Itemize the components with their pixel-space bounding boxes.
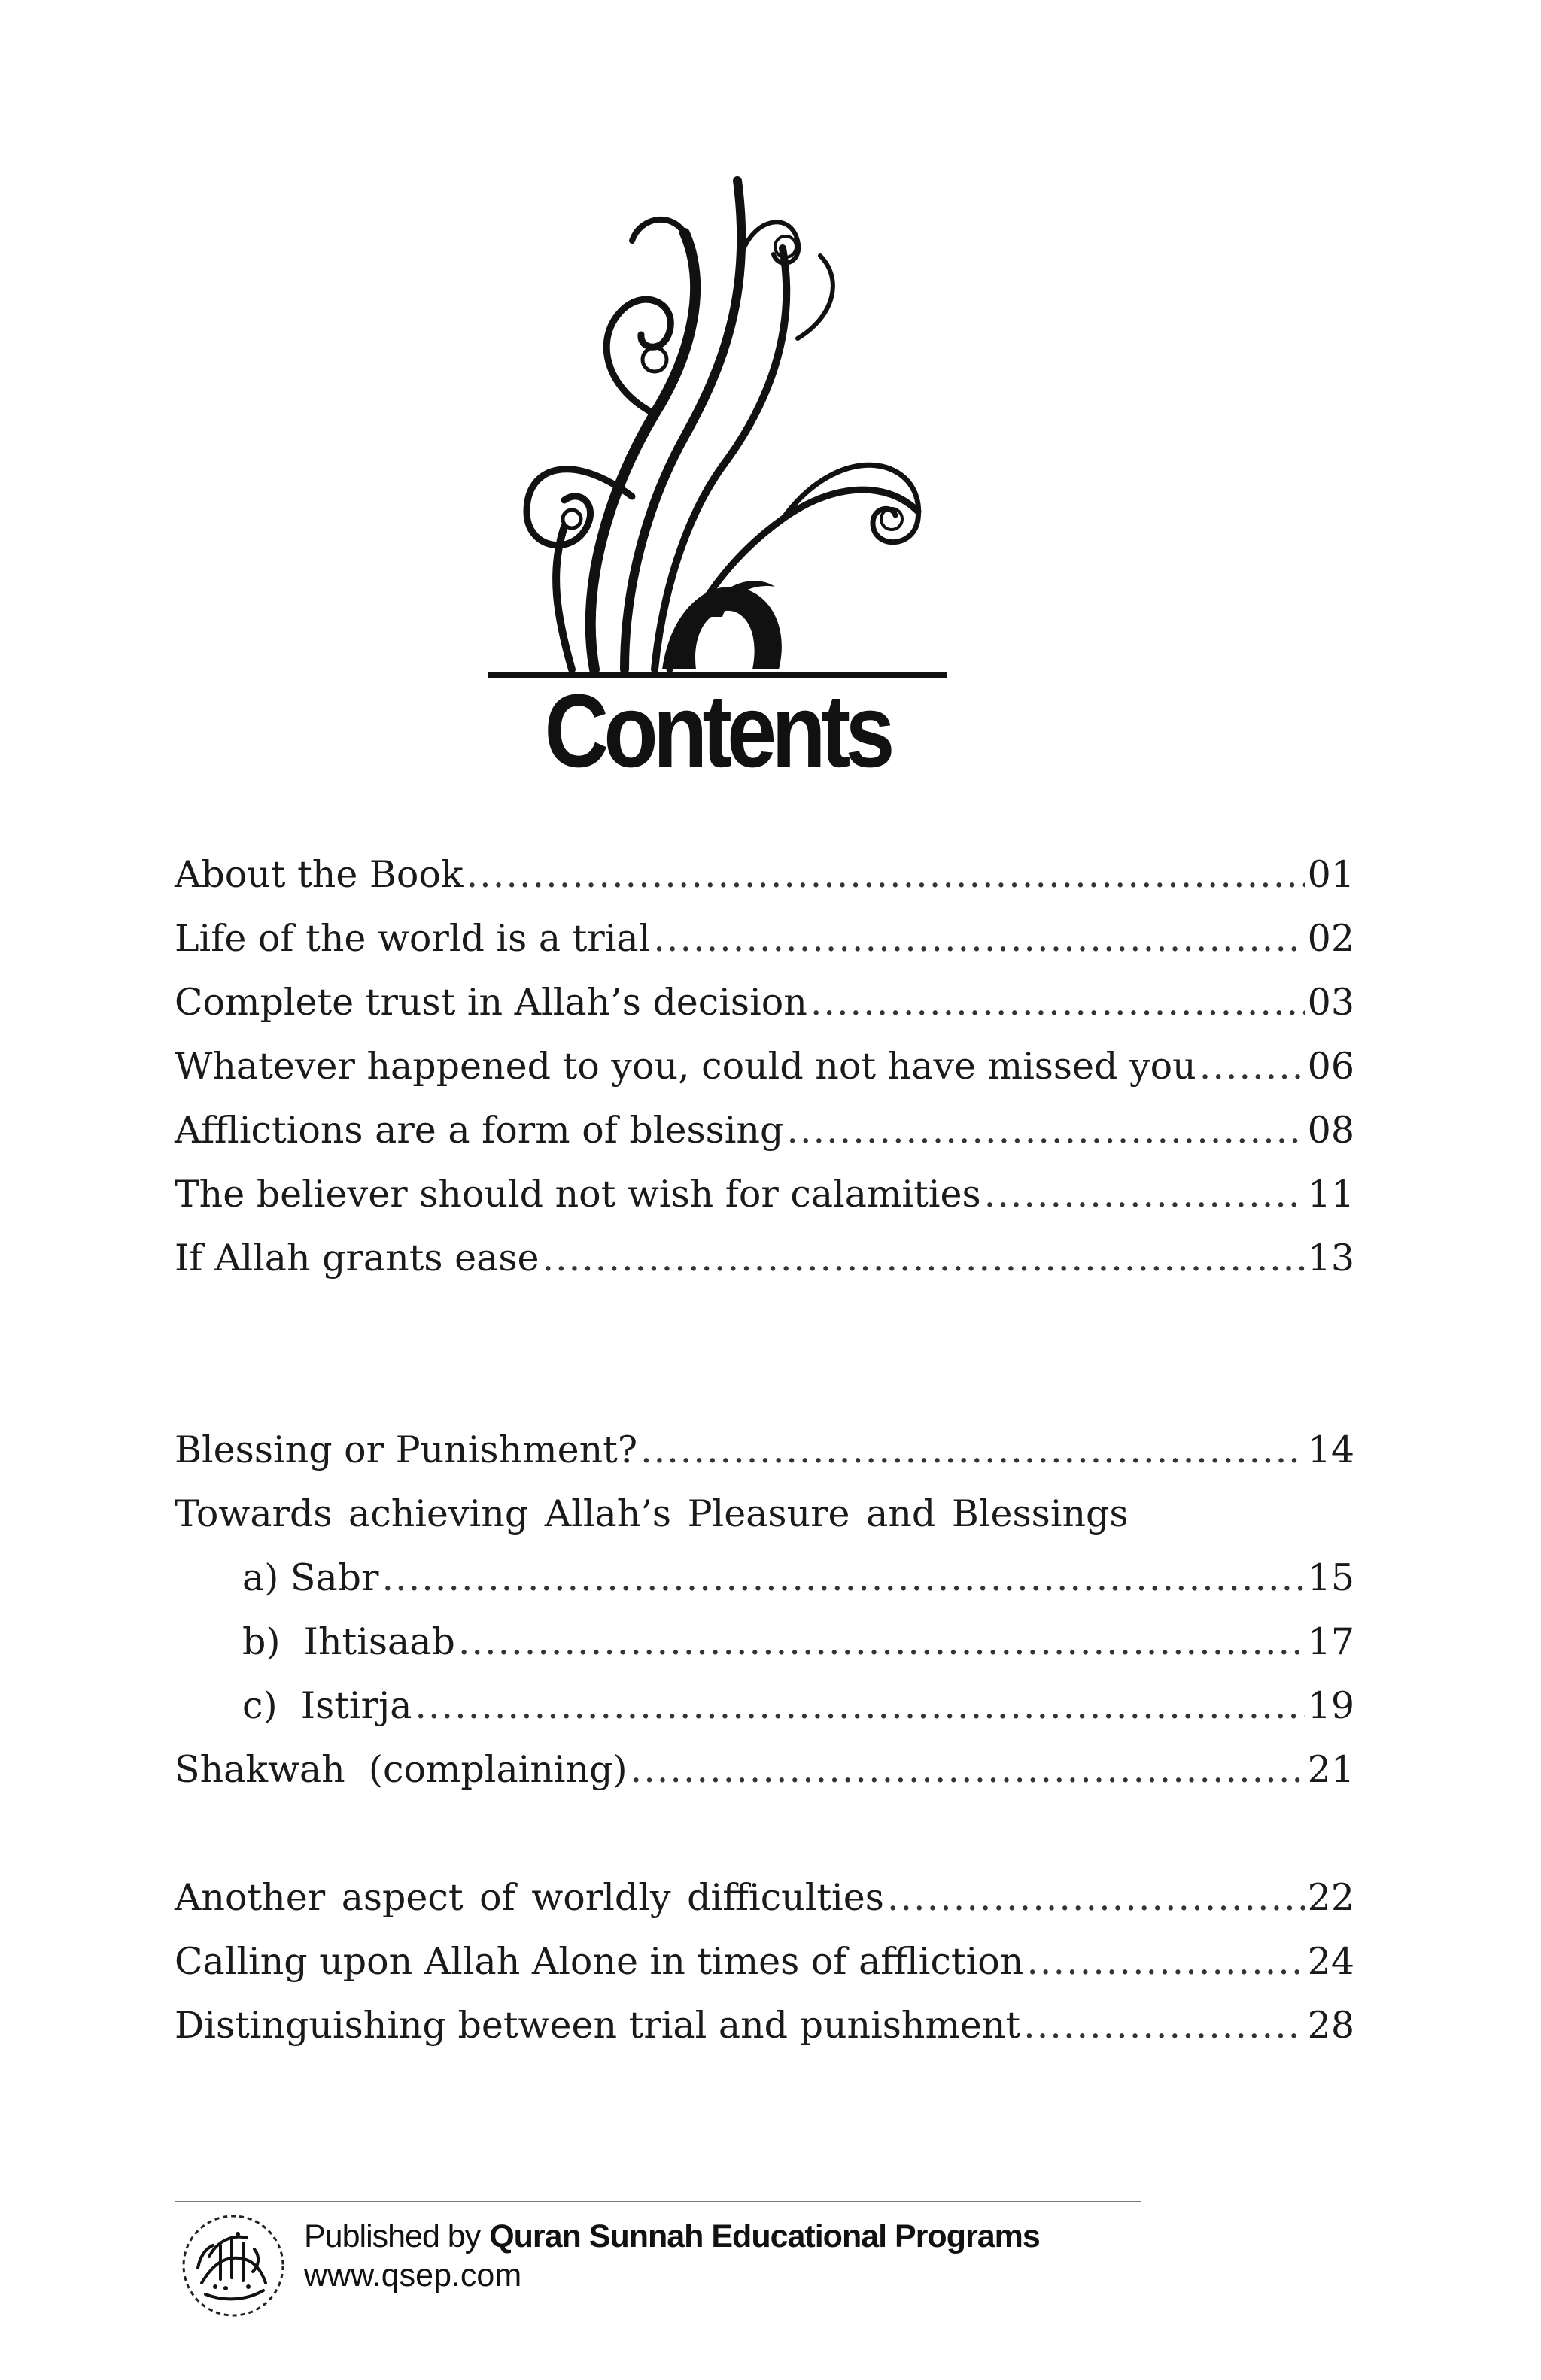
toc-entry-label: Whatever happened to you, could not have missed you — [175, 1045, 1196, 1088]
toc-entry[interactable] — [175, 1034, 1354, 1098]
section-gap — [175, 1802, 1354, 1865]
toc-entry-page: 06 — [1307, 1045, 1354, 1088]
dot-leader — [1023, 1993, 1304, 2057]
toc-entry[interactable] — [175, 1162, 1354, 1226]
arabic-calligraphy-seal-icon — [179, 2212, 288, 2321]
toc-entry-page: 24 — [1307, 1940, 1354, 1983]
toc-entry[interactable] — [175, 842, 1354, 906]
section-gap — [175, 1290, 1354, 1418]
toc-entry-label: Distinguishing between trial and punishment — [175, 2004, 1021, 2047]
dot-leader — [467, 842, 1305, 906]
toc-entry[interactable] — [175, 1418, 1354, 1482]
toc-entry-label: Afflictions are a form of blessing — [175, 1109, 784, 1152]
publisher-line — [304, 2218, 1040, 2255]
toc-entry[interactable] — [175, 906, 1354, 970]
publisher-name: Quran Sunnah Educational Programs — [489, 2218, 1040, 2254]
toc-entry-label: Another aspect of worldly difficulties — [175, 1876, 884, 1919]
toc-section-heading[interactable] — [175, 1482, 1354, 1546]
toc-entry-page: 14 — [1307, 1428, 1354, 1471]
toc-subentry[interactable] — [175, 1546, 1354, 1610]
toc-entry-page: 22 — [1307, 1876, 1354, 1919]
dot-leader — [542, 1226, 1304, 1290]
toc-entry-page: 02 — [1307, 917, 1354, 960]
dot-leader — [458, 1610, 1305, 1674]
toc-entry[interactable] — [175, 1738, 1354, 1802]
toc-entry[interactable] — [175, 1929, 1354, 1993]
website-link[interactable]: www.qsep.com — [304, 2257, 522, 2293]
toc-entry-label: Complete trust in Allah’s decision — [175, 981, 807, 1024]
toc-entry-label: Shakwah (complaining) — [175, 1748, 628, 1791]
toc-entry-label: If Allah grants ease — [175, 1237, 540, 1280]
toc-entry-page: 08 — [1307, 1109, 1354, 1152]
toc-entry-page: 13 — [1307, 1237, 1354, 1280]
toc-entry-label: About the Book — [175, 853, 464, 896]
toc-entry-label: Blessing or Punishment? — [175, 1428, 638, 1471]
toc-entry-page: 03 — [1307, 981, 1354, 1024]
dot-leader — [415, 1674, 1304, 1738]
toc-entry-label: b) Ihtisaab — [242, 1620, 455, 1663]
dot-leader — [640, 1418, 1305, 1482]
dot-leader — [653, 906, 1304, 970]
page-title: Contents — [544, 673, 890, 789]
toc-entry-page: 17 — [1307, 1620, 1354, 1663]
toc-entry-label: Calling upon Allah Alone in times of affliction — [175, 1940, 1024, 1983]
toc-entry-label: Towards achieving Allah’s Pleasure and Blessings — [175, 1492, 1129, 1535]
toc-entry-label: c) Istirja — [242, 1684, 412, 1727]
toc-entry[interactable] — [175, 1865, 1354, 1929]
dot-leader — [984, 1162, 1305, 1226]
toc-entry-page: 01 — [1307, 853, 1354, 896]
dot-leader — [631, 1738, 1305, 1802]
floral-swirl-ornament-icon — [482, 165, 948, 685]
toc-entry-page: 11 — [1307, 1173, 1354, 1216]
dot-leader — [1026, 1929, 1304, 1993]
toc-entry[interactable] — [175, 970, 1354, 1034]
toc-subentry[interactable] — [175, 1610, 1354, 1674]
dot-leader — [1199, 1034, 1305, 1098]
table-of-contents — [175, 842, 1354, 2057]
toc-entry-page: 19 — [1307, 1684, 1354, 1727]
dot-leader — [887, 1865, 1305, 1929]
toc-entry-page: 21 — [1307, 1748, 1354, 1791]
toc-entry-label: a) Sabr — [242, 1556, 379, 1599]
toc-subentry[interactable] — [175, 1674, 1354, 1738]
footer-rule — [175, 2201, 1141, 2202]
toc-entry-label: Life of the world is a trial — [175, 917, 651, 960]
toc-entry[interactable] — [175, 1098, 1354, 1162]
dot-leader — [786, 1098, 1304, 1162]
published-by-label: Published by — [304, 2218, 481, 2254]
toc-entry[interactable] — [175, 1226, 1354, 1290]
toc-entry-page: 15 — [1307, 1556, 1354, 1599]
toc-entry-page: 28 — [1307, 2004, 1354, 2047]
toc-entry-label: The believer should not wish for calamities — [175, 1173, 981, 1216]
dot-leader — [381, 1546, 1304, 1610]
dot-leader — [810, 970, 1305, 1034]
toc-entry[interactable] — [175, 1993, 1354, 2057]
